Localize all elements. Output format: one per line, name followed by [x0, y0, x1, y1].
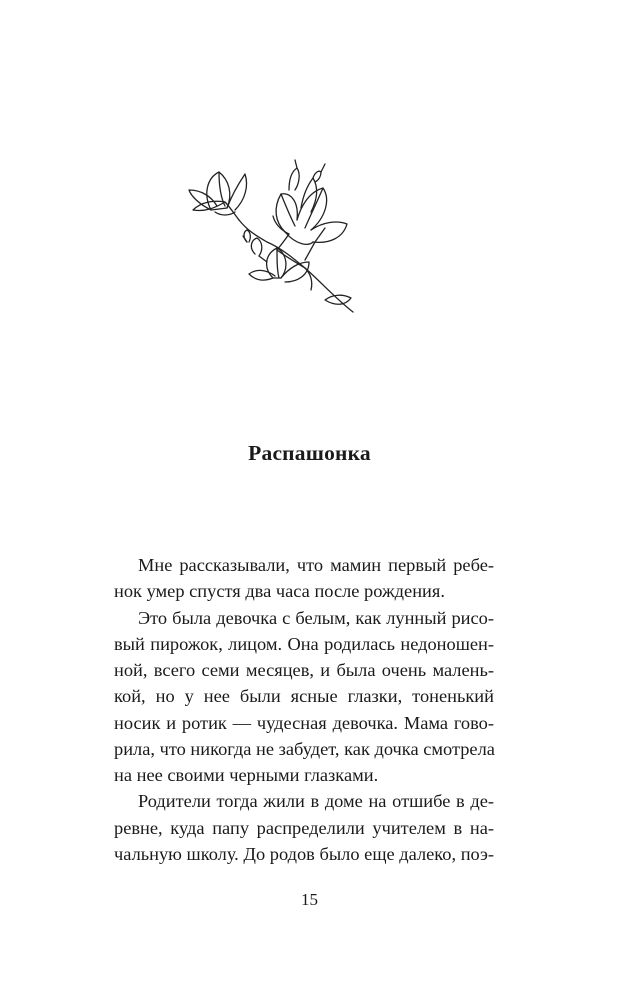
chapter-title: Распашонка [248, 441, 371, 465]
text-line: Это была девочка с белым, как лунный рисо- [138, 607, 494, 628]
paragraph [114, 605, 494, 789]
text-line: нок умер спустя два часа после рождения. [114, 581, 445, 602]
page-number: 15 [301, 890, 318, 909]
text-line: Родители тогда жили в доме на отшибе в де- [138, 791, 494, 812]
text-line: кой, но у нее были ясные глазки, тоненький [114, 686, 494, 707]
text-line: ной, всего семи месяцев, и была очень малень- [114, 660, 494, 680]
text-line: вый пирожок, лицом. Она родилась недоношен- [114, 633, 494, 654]
magnolia-branch-icon [185, 150, 365, 325]
paragraph [114, 552, 494, 605]
text-line: Мне рассказывали, что мамин первый ребе- [138, 555, 494, 575]
body-text [114, 552, 494, 867]
text-line: на нее своими черными глазками. [114, 765, 379, 785]
text-line: чальную школу. До родов было еще далеко, поэ- [114, 843, 494, 864]
text-line: носик и ротик — чудесная девочка. Мама гово- [114, 712, 494, 733]
text-line: ревне, куда папу распределили учителем в на- [114, 817, 494, 838]
text-line: рила, что никогда не забудет, как дочка смотрела [114, 738, 495, 759]
paragraph [114, 788, 494, 867]
